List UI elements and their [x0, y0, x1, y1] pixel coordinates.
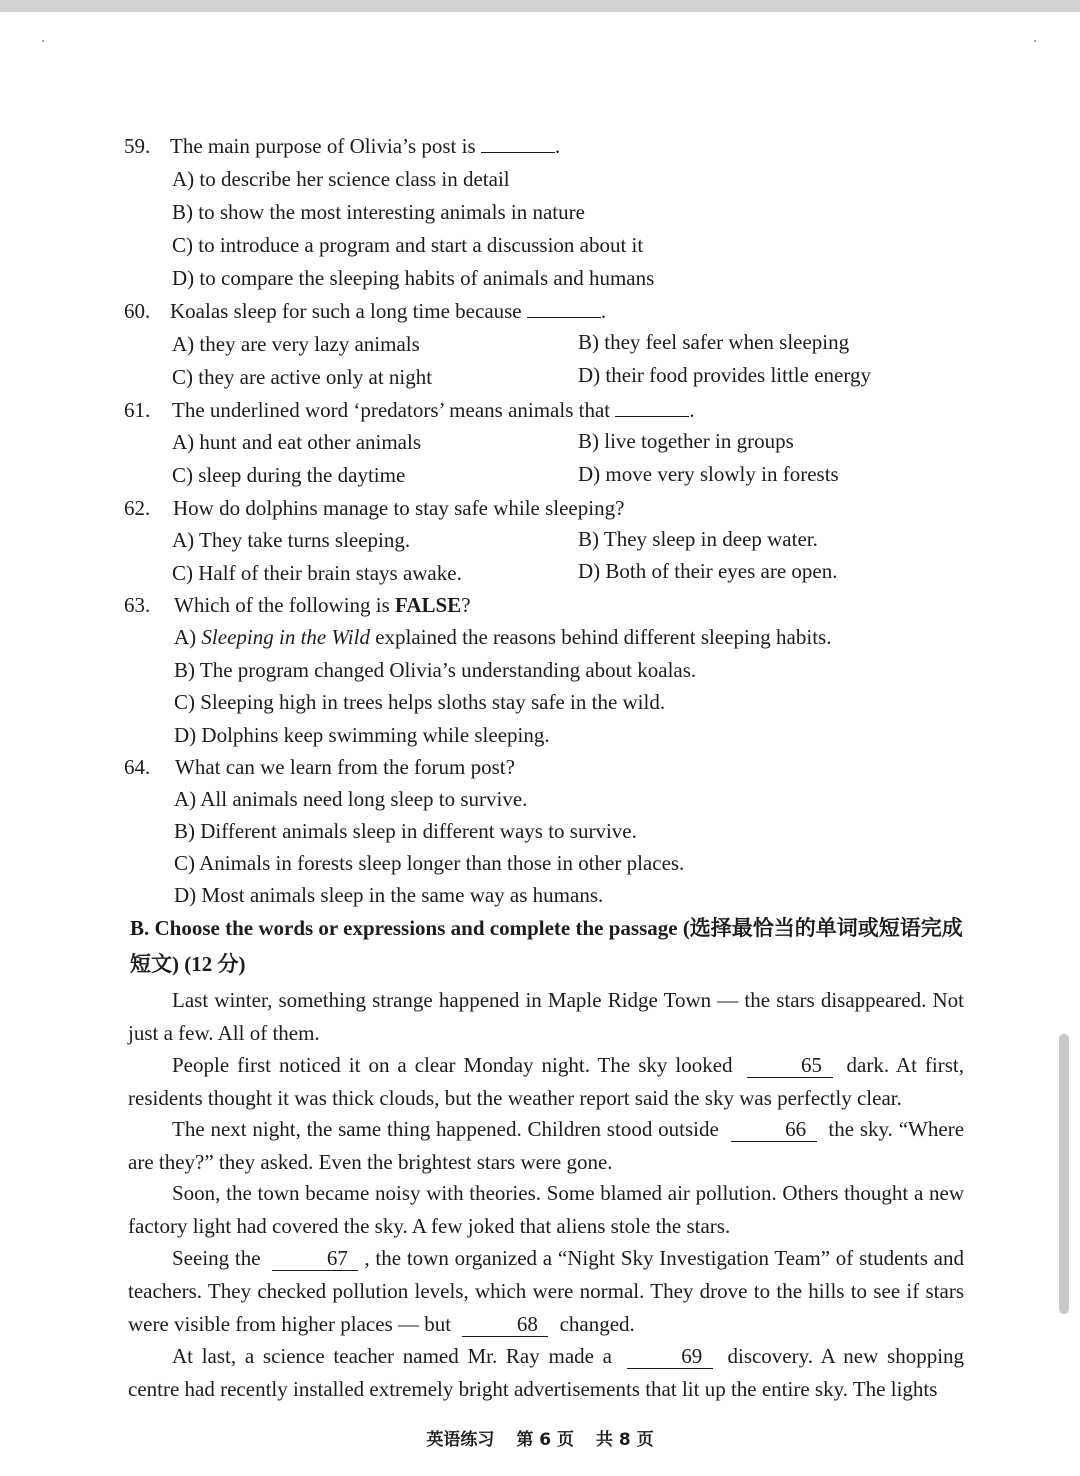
stem-end: .: [554, 134, 561, 158]
paragraph-text: discovery. A new shopping centre had recently installed extremely bright advertisements that lit up the entire sky. The lights: [128, 1344, 965, 1401]
footer-page-total: 共 8 页: [595, 1430, 654, 1450]
passage-paragraph-5: [128, 1242, 964, 1340]
question-number: 61.: [124, 398, 151, 422]
q61-option-c: C) sleep during the daytime: [172, 463, 406, 487]
q64-option-d: D) Most animals sleep in the same way as humans.: [174, 883, 604, 907]
question-63-stem: [174, 589, 471, 622]
question-64-stem: What can we learn from the forum post?: [175, 755, 515, 779]
passage-paragraph-4: Soon, the town became noisy with theories. Some blamed air pollution. Others thought a new factory light had covered the sky. A few joked that aliens stole the stars.: [128, 1181, 964, 1238]
cloze-blank-69: 69: [627, 1344, 713, 1369]
program-title: Sleeping in the Wild: [201, 625, 370, 649]
q62-option-b: B) They sleep in deep water.: [578, 527, 818, 551]
cloze-blank-65: 65: [747, 1053, 833, 1078]
option-label: A): [174, 625, 197, 649]
question-number: 62.: [124, 496, 151, 520]
q61-option-d: D) move very slowly in forests: [578, 462, 839, 486]
q62-option-d: D) Both of their eyes are open.: [578, 559, 838, 583]
q63-option-d: D) Dolphins keep swimming while sleeping.: [174, 723, 550, 747]
q59-option-c: C) to introduce a program and start a discussion about it: [172, 233, 644, 257]
question-61-stem: [172, 394, 695, 427]
q62-option-a: A) They take turns sleeping.: [172, 528, 411, 552]
cloze-blank-68: 68: [462, 1312, 548, 1337]
stem-emphasis: FALSE: [395, 593, 462, 617]
q60-option-a: A) they are very lazy animals: [172, 332, 420, 356]
question-number: 64.: [124, 755, 151, 779]
paragraph-text: dark. At first, residents thought it was thick clouds, but the weather report said the sky was perfectly clear.: [128, 1053, 965, 1110]
q59-option-b: B) to show the most interesting animals in nature: [172, 200, 585, 224]
stem-text: The main purpose of Olivia’s post is: [170, 134, 476, 158]
stem-end: ?: [461, 593, 471, 617]
q59-option-d: D) to compare the sleeping habits of animals and humans: [172, 266, 655, 290]
stem-end: .: [600, 299, 607, 323]
q63-option-c: C) Sleeping high in trees helps sloths stay safe in the wild.: [174, 690, 666, 714]
q60-option-c: C) they are active only at night: [172, 365, 433, 389]
q64-option-b: B) Different animals sleep in different ways to survive.: [174, 819, 637, 843]
answer-blank: [527, 297, 601, 318]
q62-option-c: C) Half of their brain stays awake.: [172, 561, 462, 585]
stem-text: Koalas sleep for such a long time because: [170, 299, 522, 323]
question-59-stem: [170, 130, 560, 163]
question-number: 60.: [124, 299, 151, 323]
question-number: 59.: [124, 134, 151, 158]
answer-blank: [481, 132, 555, 153]
stem-end: .: [689, 398, 695, 422]
passage-paragraph-3: [128, 1113, 964, 1179]
paragraph-text: People first noticed it on a clear Monday night. The sky looked: [172, 1053, 733, 1077]
stem-text: Which of the following is: [174, 593, 390, 617]
q61-option-a: A) hunt and eat other animals: [172, 430, 422, 454]
footer-subject: 英语练习: [426, 1430, 495, 1450]
passage-paragraph-1: Last winter, something strange happened in Maple Ridge Town — the stars disappeared. Not just a few. All of them.: [128, 988, 964, 1045]
paragraph-text: The next night, the same thing happened. Children stood outside: [172, 1117, 719, 1141]
scrollbar-thumb[interactable]: [1059, 1034, 1069, 1314]
q64-option-c: C) Animals in forests sleep longer than those in other places.: [174, 851, 685, 875]
question-60-stem: [170, 295, 606, 328]
footer-page-number: 第 6 页: [516, 1430, 574, 1450]
q61-option-b: B) live together in groups: [578, 429, 794, 453]
paragraph-text: At last, a science teacher named Mr. Ray made a: [172, 1344, 613, 1368]
q60-option-b: B) they feel safer when sleeping: [578, 330, 850, 354]
passage-paragraph-6: [128, 1340, 964, 1406]
section-b-title: B. Choose the words or expressions and complete the passage (选择最恰当的单词或短语完成短文) (12 分): [130, 916, 963, 976]
answer-blank: [615, 396, 689, 417]
cloze-blank-66: 66: [731, 1117, 817, 1142]
paragraph-text: Seeing the: [172, 1246, 261, 1270]
q63-option-a: [174, 621, 831, 654]
question-62-stem: How do dolphins manage to stay safe while sleeping?: [173, 496, 625, 520]
option-text: explained the reasons behind different sleeping habits.: [375, 625, 832, 649]
paragraph-text: changed.: [559, 1311, 635, 1336]
paragraph-text: the sky. “Where are they?” they asked. Even the brightest stars were gone.: [128, 1117, 965, 1174]
cloze-blank-67: 67: [272, 1246, 358, 1271]
page-footer: [0, 1424, 1080, 1457]
question-number: 63.: [124, 593, 151, 617]
q60-option-d: D) their food provides little energy: [578, 363, 871, 387]
q59-option-a: A) to describe her science class in detail: [172, 167, 510, 191]
q63-option-b: B) The program changed Olivia’s understanding about koalas.: [174, 658, 697, 682]
q64-option-a: A) All animals need long sleep to survive.: [174, 787, 528, 811]
paragraph-text: , the town organized a “Night Sky Investigation Team” of students and teachers. They checked pollution levels, which were normal. They drove to the hills to see if stars were visible from higher places — but: [128, 1246, 964, 1336]
passage-paragraph-2: [128, 1049, 964, 1115]
stem-text: The underlined word ‘predators’ means animals that: [172, 398, 611, 422]
